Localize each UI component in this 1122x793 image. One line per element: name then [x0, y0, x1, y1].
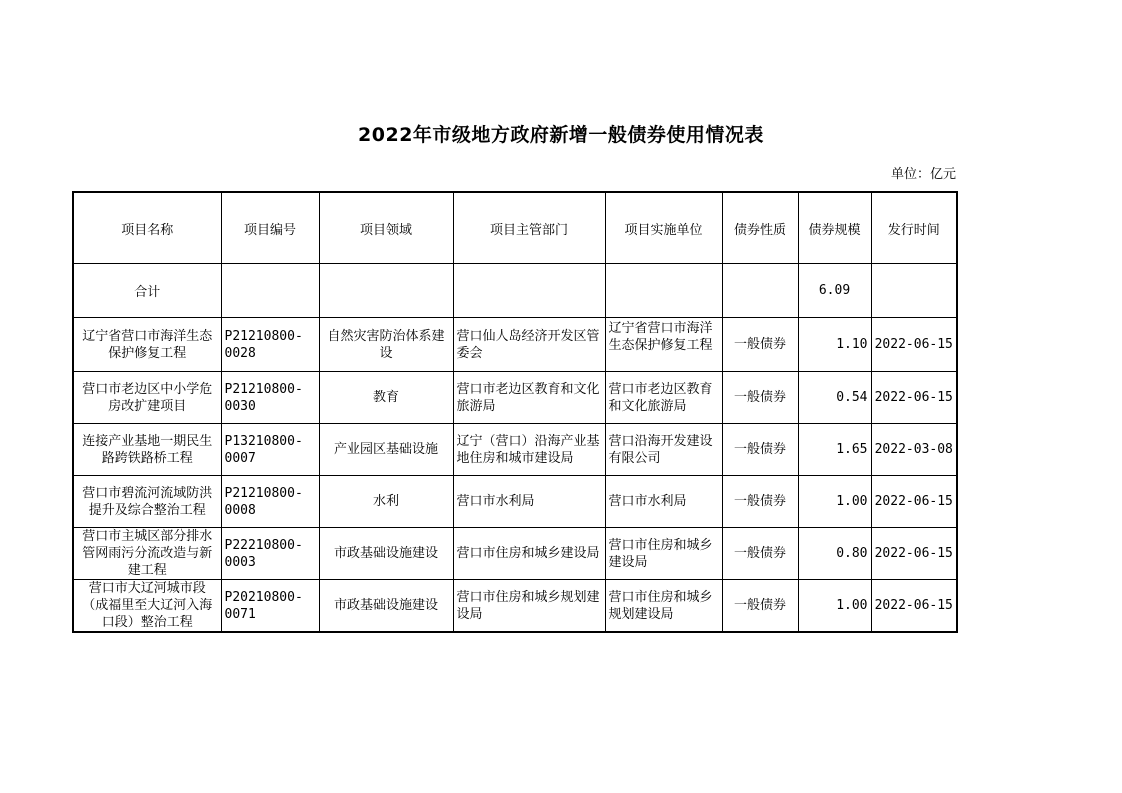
cell-project-name: 营口市老边区中小学危房改扩建项目: [73, 372, 221, 424]
table-row: [73, 424, 957, 476]
cell-issue-date: 2022-06-15: [871, 476, 957, 528]
cell-project-name: 连接产业基地一期民生路跨铁路桥工程: [73, 424, 221, 476]
total-empty-cell: [221, 264, 319, 318]
page-title: 2022年市级地方政府新增一般债券使用情况表: [358, 124, 764, 146]
cell-project-field: 自然灾害防治体系建设: [319, 318, 453, 372]
cell-project-field: 市政基础设施建设: [319, 580, 453, 633]
header-implementing-unit: 项目实施单位: [605, 192, 722, 264]
cell-bond-scale: 0.54: [798, 372, 871, 424]
cell-implementing-unit: 营口市老边区教育和文化旅游局: [605, 372, 722, 424]
cell-bond-nature: 一般债券: [722, 318, 798, 372]
total-scale: 6.09: [798, 264, 871, 318]
header-bond-nature: 债券性质: [722, 192, 798, 264]
cell-project-code: P21210800-0030: [221, 372, 319, 424]
total-empty-cell: [605, 264, 722, 318]
cell-project-code: P22210800-0003: [221, 528, 319, 580]
cell-bond-nature: 一般债券: [722, 424, 798, 476]
cell-bond-nature: 一般债券: [722, 476, 798, 528]
cell-issue-date: 2022-06-15: [871, 372, 957, 424]
cell-project-code: P13210800-0007: [221, 424, 319, 476]
total-empty-cell: [722, 264, 798, 318]
cell-implementing-unit: 辽宁省营口市海洋生态保护修复工程: [605, 318, 722, 372]
table-row: [73, 528, 957, 580]
cell-issue-date: 2022-06-15: [871, 580, 957, 633]
total-empty-cell: [319, 264, 453, 318]
cell-project-field: 产业园区基础设施: [319, 424, 453, 476]
cell-supervising-dept: 营口市住房和城乡建设局: [453, 528, 605, 580]
cell-project-code: P21210800-0008: [221, 476, 319, 528]
cell-supervising-dept: 营口市住房和城乡规划建设局: [453, 580, 605, 633]
cell-project-name: 营口市碧流河流域防洪提升及综合整治工程: [73, 476, 221, 528]
cell-implementing-unit: 营口市住房和城乡规划建设局: [605, 580, 722, 633]
table-row: [73, 318, 957, 372]
cell-project-name: 辽宁省营口市海洋生态保护修复工程: [73, 318, 221, 372]
header-bond-scale: 债券规模: [798, 192, 871, 264]
total-empty-cell: [871, 264, 957, 318]
cell-project-name: 营口市大辽河城市段（成福里至大辽河入海口段）整治工程: [73, 580, 221, 633]
cell-bond-scale: 1.65: [798, 424, 871, 476]
cell-supervising-dept: 营口仙人岛经济开发区管委会: [453, 318, 605, 372]
table-row: [73, 580, 957, 633]
bond-usage-table: [72, 191, 958, 633]
cell-bond-nature: 一般债券: [722, 372, 798, 424]
cell-bond-scale: 1.00: [798, 476, 871, 528]
table-row: [73, 476, 957, 528]
cell-implementing-unit: 营口市水利局: [605, 476, 722, 528]
total-row: [73, 264, 957, 318]
cell-implementing-unit: 营口沿海开发建设有限公司: [605, 424, 722, 476]
cell-supervising-dept: 辽宁（营口）沿海产业基地住房和城市建设局: [453, 424, 605, 476]
cell-bond-scale: 1.00: [798, 580, 871, 633]
cell-project-code: P20210800-0071: [221, 580, 319, 633]
cell-supervising-dept: 营口市老边区教育和文化旅游局: [453, 372, 605, 424]
cell-issue-date: 2022-06-15: [871, 528, 957, 580]
header-project-code: 项目编号: [221, 192, 319, 264]
cell-project-field: 水利: [319, 476, 453, 528]
cell-bond-scale: 1.10: [798, 318, 871, 372]
cell-project-name: 营口市主城区部分排水管网雨污分流改造与新建工程: [73, 528, 221, 580]
header-supervising-dept: 项目主管部门: [453, 192, 605, 264]
table-header-row: [73, 192, 957, 264]
cell-implementing-unit: 营口市住房和城乡建设局: [605, 528, 722, 580]
header-project-field: 项目领域: [319, 192, 453, 264]
cell-project-code: P21210800-0028: [221, 318, 319, 372]
cell-issue-date: 2022-06-15: [871, 318, 957, 372]
cell-bond-scale: 0.80: [798, 528, 871, 580]
header-issue-date: 发行时间: [871, 192, 957, 264]
cell-issue-date: 2022-03-08: [871, 424, 957, 476]
header-project-name: 项目名称: [73, 192, 221, 264]
cell-bond-nature: 一般债券: [722, 580, 798, 633]
unit-label: 单位：亿元: [890, 167, 956, 182]
total-empty-cell: [453, 264, 605, 318]
cell-project-field: 市政基础设施建设: [319, 528, 453, 580]
total-label: 合计: [73, 264, 221, 318]
table-row: [73, 372, 957, 424]
cell-bond-nature: 一般债券: [722, 528, 798, 580]
cell-supervising-dept: 营口市水利局: [453, 476, 605, 528]
cell-project-field: 教育: [319, 372, 453, 424]
